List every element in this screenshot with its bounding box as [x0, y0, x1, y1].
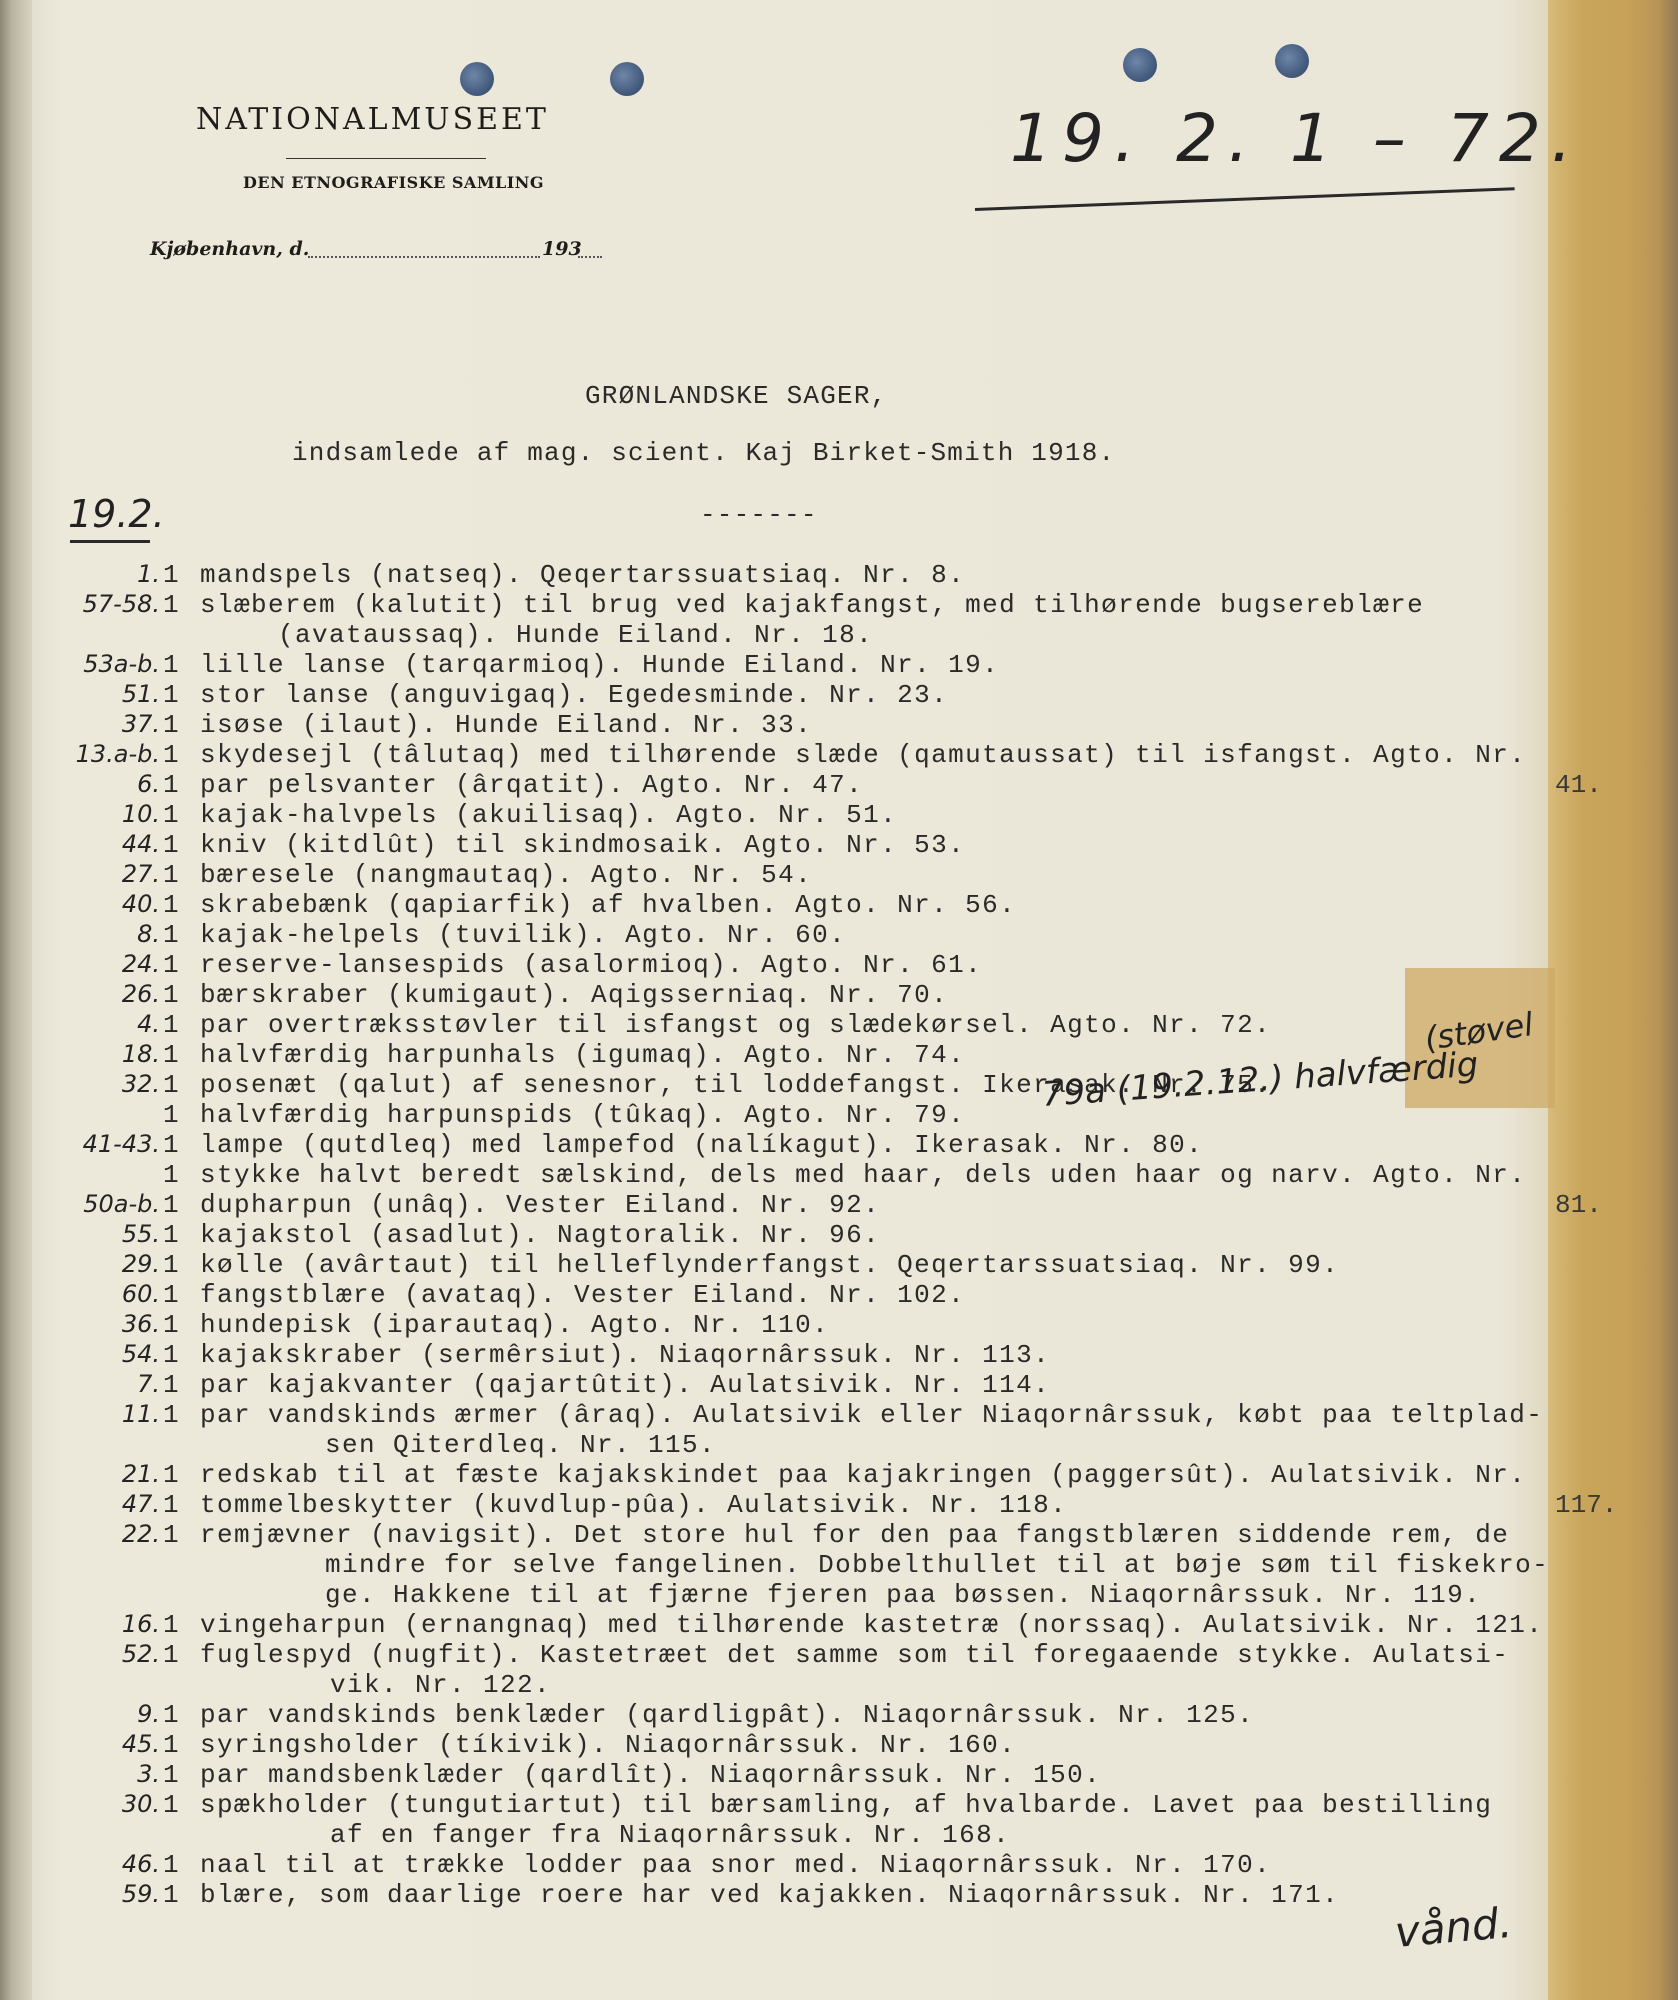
item-description: kajak-helpels (tuvilik). Agto. Nr. 60. — [200, 920, 847, 950]
item-description: par vandskinds benklæder (qardligpât). Niaqornârssuk. Nr. 125. — [200, 1700, 1255, 1730]
item-quantity: 1 — [163, 1100, 179, 1130]
item-quantity: 1 — [163, 1880, 179, 1910]
letterhead-institution: NATIONALMUSEET — [196, 102, 549, 137]
item-catalog-number: 47. — [121, 1490, 160, 1518]
item-description: bærskraber (kumigaut). Aqigsserniaq. Nr. 70. — [200, 980, 949, 1010]
item-quantity: 1 — [163, 1310, 179, 1340]
item-catalog-number: 18. — [121, 1040, 160, 1068]
item-quantity: 1 — [163, 1190, 179, 1220]
item-catalog-number: 6. — [137, 770, 160, 798]
date-dotted-line — [308, 256, 540, 258]
item-quantity: 1 — [163, 1340, 179, 1370]
item-description: fuglespyd (nugfit). Kastetræet det samme som til foregaaende stykke. Aulatsi- — [200, 1640, 1510, 1670]
item-quantity: 1 — [163, 920, 179, 950]
item-quantity: 1 — [163, 950, 179, 980]
item-description: kniv (kitdlût) til skindmosaik. Agto. Nr. 53. — [200, 830, 966, 860]
item-description: redskab til at fæste kajakskindet paa kajakringen (paggersût). Aulatsivik. Nr. — [200, 1460, 1527, 1490]
item-description: dupharpun (unâq). Vester Eiland. Nr. 92. — [200, 1190, 881, 1220]
item-catalog-number: 40. — [121, 890, 160, 918]
item-catalog-number: 53a-b. — [83, 650, 160, 678]
item-quantity: 1 — [163, 1610, 179, 1640]
item-catalog-number: 1. — [137, 560, 160, 588]
item-quantity: 1 — [163, 830, 179, 860]
item-description: blære, som daarlige roere har ved kajakken. Niaqornârssuk. Nr. 171. — [200, 1880, 1340, 1910]
handwritten-reference: 19. 2. 1 – 72. — [1010, 100, 1582, 177]
item-description: hundepisk (iparautaq). Agto. Nr. 110. — [200, 1310, 830, 1340]
document-subtitle: indsamlede af mag. scient. Kaj Birket-Smith 1918. — [292, 438, 1116, 468]
item-catalog-number: 4. — [137, 1010, 160, 1038]
item-margin-continuation: 117. — [1555, 1490, 1618, 1520]
item-quantity: 1 — [163, 980, 179, 1010]
series-mark-underline — [70, 540, 150, 543]
document-title: GRØNLANDSKE SAGER, — [585, 381, 888, 411]
letterhead-rule — [286, 158, 486, 159]
item-description: lampe (qutdleq) med lampefod (nalíkagut). Ikerasak. Nr. 80. — [200, 1130, 1204, 1160]
item-description-continuation: af en fanger fra Niaqornârssuk. Nr. 168. — [330, 1820, 1011, 1850]
item-quantity: 1 — [163, 1490, 179, 1520]
item-description: kajakstol (asadlut). Nagtoralik. Nr. 96. — [200, 1220, 881, 1250]
letterhead-year-prefix: 193 — [542, 238, 582, 260]
item-margin-continuation: 41. — [1555, 770, 1602, 800]
item-description: par kajakvanter (qajartûtit). Aulatsivik. Nr. 114. — [200, 1370, 1051, 1400]
item-quantity: 1 — [163, 650, 179, 680]
item-catalog-number: 32. — [121, 1070, 160, 1098]
item-description: bæresele (nangmautaq). Agto. Nr. 54. — [200, 860, 813, 890]
item-description: kajak-halvpels (akuilisaq). Agto. Nr. 51. — [200, 800, 898, 830]
item-catalog-number: 29. — [121, 1250, 160, 1278]
item-description: par overtræksstøvler til isfangst og slædekørsel. Agto. Nr. 72. — [200, 1010, 1272, 1040]
punch-hole — [460, 62, 494, 96]
item-quantity: 1 — [163, 1220, 179, 1250]
item-quantity: 1 — [163, 1130, 179, 1160]
item-quantity: 1 — [163, 1850, 179, 1880]
item-description: skrabebænk (qapiarfik) af hvalben. Agto. Nr. 56. — [200, 890, 1017, 920]
item-catalog-number: 9. — [137, 1700, 160, 1728]
item-quantity: 1 — [163, 770, 179, 800]
tape-strip — [1548, 0, 1678, 2000]
item-catalog-number: 44. — [121, 830, 160, 858]
item-description: kølle (avârtaut) til helleflynderfangst. Qeqertarssuatsiaq. Nr. 99. — [200, 1250, 1340, 1280]
item-quantity: 1 — [163, 860, 179, 890]
item-description-continuation: vik. Nr. 122. — [330, 1670, 552, 1700]
item-description: kajakskraber (sermêrsiut). Niaqornârssuk. Nr. 113. — [200, 1340, 1051, 1370]
item-quantity: 1 — [163, 1070, 179, 1100]
item-quantity: 1 — [163, 800, 179, 830]
item-description: stor lanse (anguvigaq). Egedesminde. Nr. 23. — [200, 680, 949, 710]
item-catalog-number: 24. — [121, 950, 160, 978]
item-quantity: 1 — [163, 680, 179, 710]
item-catalog-number: 3. — [137, 1760, 160, 1788]
item-catalog-number: 51. — [121, 680, 160, 708]
item-quantity: 1 — [163, 890, 179, 920]
item-catalog-number: 7. — [137, 1370, 160, 1398]
item-description: reserve-lansespids (asalormioq). Agto. Nr. 61. — [200, 950, 983, 980]
item-description: par pelsvanter (ârqatit). Agto. Nr. 47. — [200, 770, 864, 800]
item-quantity: 1 — [163, 560, 179, 590]
item-quantity: 1 — [163, 590, 179, 620]
item-description: slæberem (kalutit) til brug ved kajakfangst, med tilhørende bugsereblære — [200, 590, 1425, 620]
item-description: remjævner (navigsit). Det store hul for den paa fangstblæren siddende rem, de — [200, 1520, 1510, 1550]
item-description: syringsholder (tíkivik). Niaqornârssuk. Nr. 160. — [200, 1730, 1017, 1760]
item-description-continuation: ge. Hakkene til at fjærne fjeren paa bøssen. Niaqornârssuk. Nr. 119. — [325, 1580, 1482, 1610]
item-description: spækholder (tungutiartut) til bærsamling, af hvalbarde. Lavet paa bestilling — [200, 1790, 1493, 1820]
item-quantity: 1 — [163, 1250, 179, 1280]
item-description: par vandskinds ærmer (âraq). Aulatsivik eller Niaqornârssuk, købt paa teltplad- — [200, 1400, 1544, 1430]
item-catalog-number: 10. — [121, 800, 160, 828]
item-catalog-number: 50a-b. — [83, 1190, 160, 1218]
item-catalog-number: 54. — [121, 1340, 160, 1368]
item-catalog-number: 11. — [121, 1400, 160, 1428]
item-catalog-number: 27. — [121, 860, 160, 888]
item-quantity: 1 — [163, 1520, 179, 1550]
item-quantity: 1 — [163, 1730, 179, 1760]
handwritten-signature: vånd. — [1392, 1897, 1514, 1957]
item-quantity: 1 — [163, 1760, 179, 1790]
item-description: par mandsbenklæder (qardlît). Niaqornârssuk. Nr. 150. — [200, 1760, 1102, 1790]
item-quantity: 1 — [163, 1640, 179, 1670]
item-catalog-number: 41-43. — [82, 1130, 160, 1158]
item-catalog-number: 36. — [121, 1310, 160, 1338]
letterhead-department: DEN ETNOGRAFISKE SAMLING — [243, 173, 545, 192]
punch-hole — [610, 62, 644, 96]
item-description: naal til at trække lodder paa snor med. Niaqornârssuk. Nr. 170. — [200, 1850, 1272, 1880]
item-quantity: 1 — [163, 710, 179, 740]
item-description: halvfærdig harpunspids (tûkaq). Agto. Nr. 79. — [200, 1100, 966, 1130]
item-catalog-number: 46. — [121, 1850, 160, 1878]
item-quantity: 1 — [163, 1010, 179, 1040]
item-quantity: 1 — [163, 1280, 179, 1310]
item-description-continuation: sen Qiterdleq. Nr. 115. — [325, 1430, 717, 1460]
item-description: fangstblære (avataq). Vester Eiland. Nr. 102. — [200, 1280, 966, 1310]
year-dotted-line — [578, 256, 602, 258]
item-catalog-number: 13.a-b. — [75, 740, 160, 768]
item-margin-continuation: 81. — [1555, 1190, 1602, 1220]
item-quantity: 1 — [163, 740, 179, 770]
item-catalog-number: 52. — [121, 1640, 160, 1668]
handwritten-series-mark: 19.2. — [68, 492, 165, 536]
letterhead-place-date: Kjøbenhavn, d. — [150, 238, 310, 260]
item-description: isøse (ilaut). Hunde Eiland. Nr. 33. — [200, 710, 813, 740]
item-description: halvfærdig harpunhals (igumaq). Agto. Nr. 74. — [200, 1040, 966, 1070]
item-description: lille lanse (tarqarmioq). Hunde Eiland. Nr. 19. — [200, 650, 1000, 680]
item-catalog-number: 45. — [121, 1730, 160, 1758]
item-quantity: 1 — [163, 1790, 179, 1820]
item-quantity: 1 — [163, 1370, 179, 1400]
item-quantity: 1 — [163, 1400, 179, 1430]
item-catalog-number: 8. — [137, 920, 160, 948]
page-edge-shadow — [0, 0, 32, 2000]
item-catalog-number: 16. — [121, 1610, 160, 1638]
item-description-continuation: (avataussaq). Hunde Eiland. Nr. 18. — [278, 620, 874, 650]
document-separator: ------- — [700, 500, 818, 530]
item-quantity: 1 — [163, 1700, 179, 1730]
item-catalog-number: 30. — [121, 1790, 160, 1818]
item-description: vingeharpun (ernangnaq) med tilhørende kastetræ (norssaq). Aulatsivik. Nr. 121. — [200, 1610, 1544, 1640]
item-description: stykke halvt beredt sælskind, dels med haar, dels uden haar og narv. Agto. Nr. — [200, 1160, 1527, 1190]
punch-hole — [1275, 44, 1309, 78]
handwritten-note-79a: 79a (19.2.12.) halvfærdig — [1040, 1044, 1480, 1115]
item-catalog-number: 60. — [121, 1280, 160, 1308]
item-catalog-number: 55. — [121, 1220, 160, 1248]
item-description: posenæt (qalut) af senesnor, til loddefangst. Ikerasak. Nr. 75. — [200, 1070, 1272, 1100]
item-catalog-number: 22. — [121, 1520, 160, 1548]
item-catalog-number: 37. — [121, 710, 160, 738]
item-quantity: 1 — [163, 1460, 179, 1490]
item-catalog-number: 26. — [121, 980, 160, 1008]
item-quantity: 1 — [163, 1040, 179, 1070]
item-catalog-number: 21. — [121, 1460, 160, 1488]
item-description: mandspels (natseq). Qeqertarssuatsiaq. Nr. 8. — [200, 560, 966, 590]
item-description: tommelbeskytter (kuvdlup-pûa). Aulatsivik. Nr. 118. — [200, 1490, 1068, 1520]
punch-hole — [1123, 48, 1157, 82]
item-catalog-number: 57-58. — [82, 590, 160, 618]
handwritten-note-stovel: (støvel — [1422, 1005, 1536, 1058]
item-quantity: 1 — [163, 1160, 179, 1190]
item-description-continuation: mindre for selve fangelinen. Dobbelthullet til at bøje søm til fiskekro- — [325, 1550, 1550, 1580]
item-catalog-number: 59. — [121, 1880, 160, 1908]
item-description: skydesejl (tâlutaq) med tilhørende slæde (qamutaussat) til isfangst. Agto. Nr. — [200, 740, 1527, 770]
handwritten-underline — [975, 187, 1515, 211]
